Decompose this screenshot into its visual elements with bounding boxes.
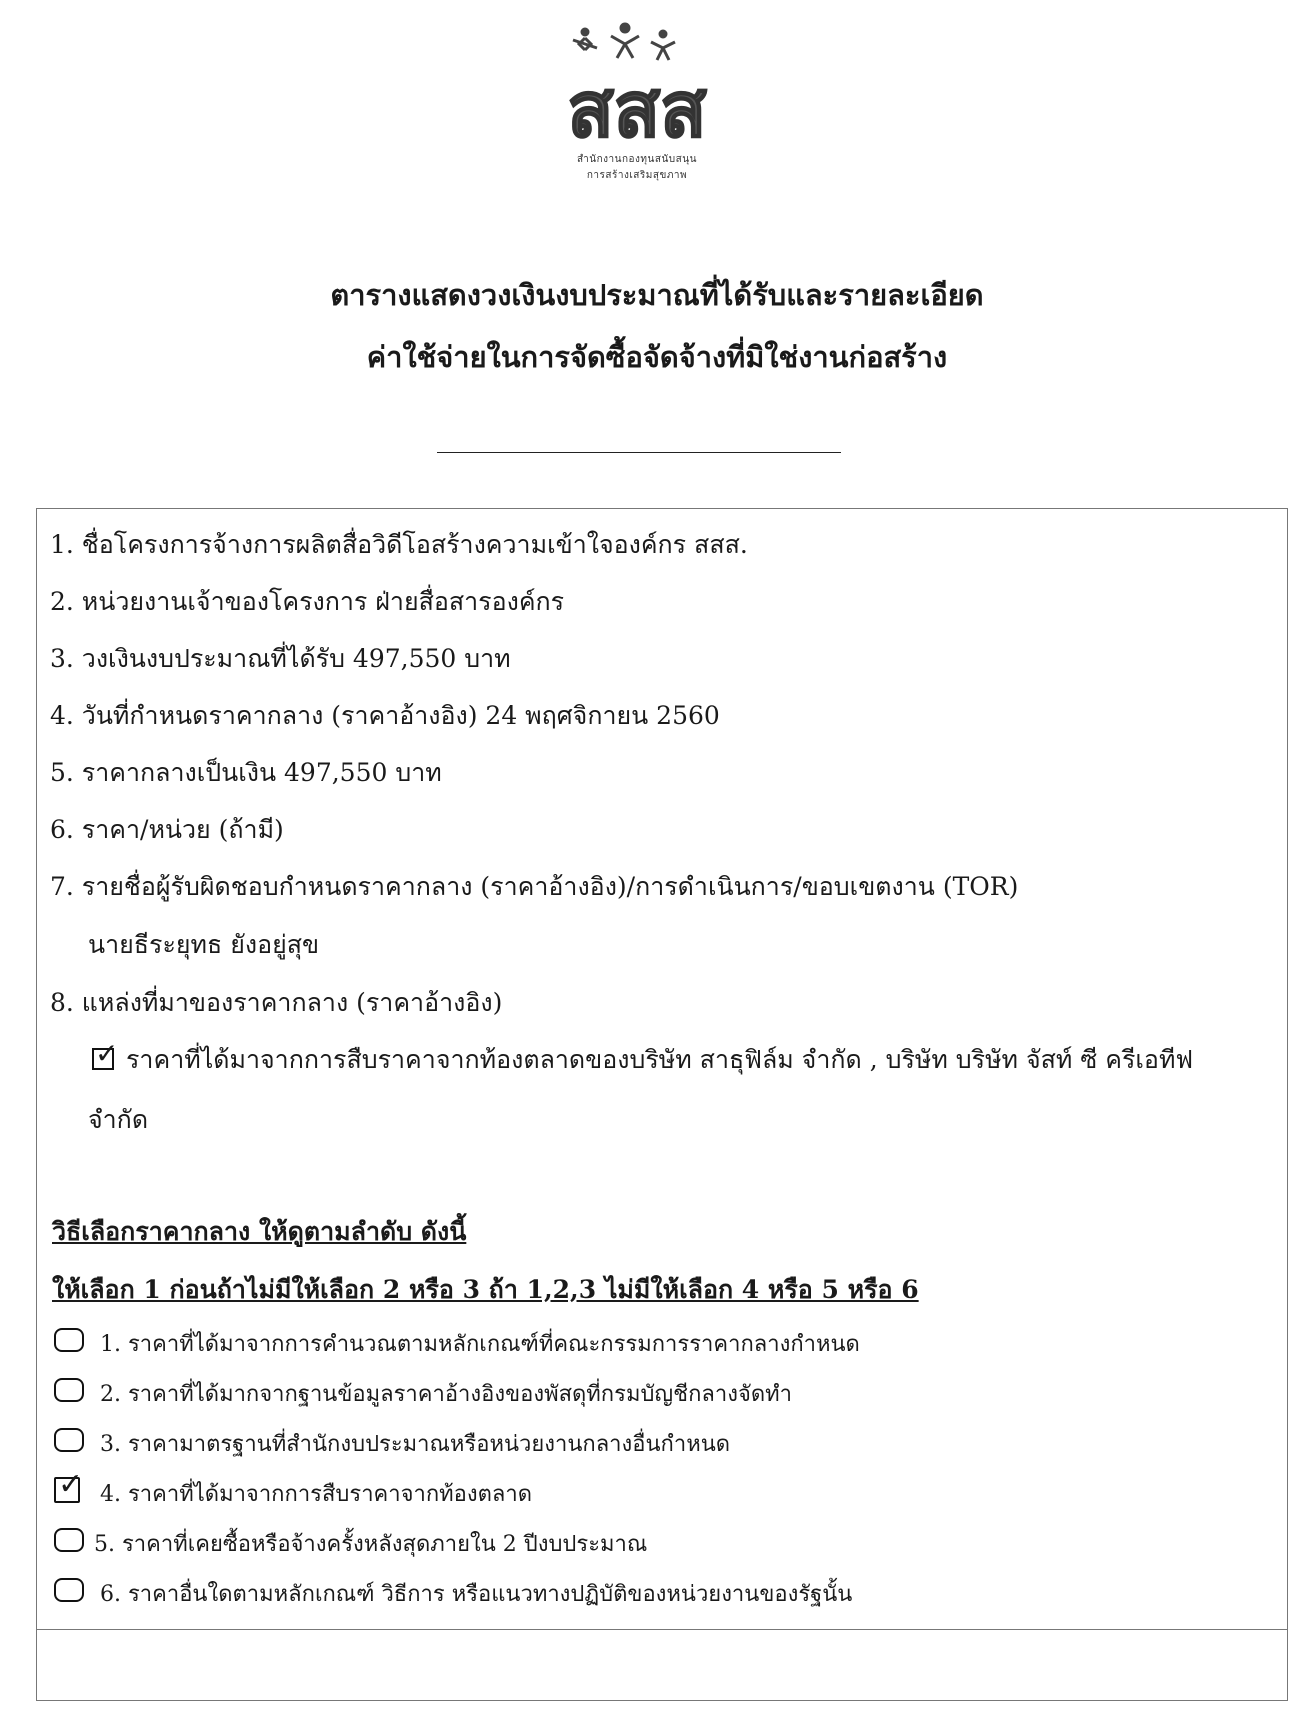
price-source-checkbox[interactable] [92,1037,119,1070]
option-label: 5. ราคาที่เคยซื้อหรือจ้างครั้งหลังสุดภายใน 2 ปีงบประมาณ [94,1532,648,1557]
option-checkbox[interactable] [54,1428,84,1452]
document-title-line1: ตารางแสดงวงเงินงบประมาณที่ได้รับและรายละเอียด [330,278,984,312]
item-owner-unit: 2. หน่วยงานเจ้าของโครงการ ฝ่ายสื่อสารองค์กร [50,587,565,616]
check-mark-icon: ✓ [95,1037,119,1070]
responsible-person: นายธีระยุทธ ยังอยู่สุข [88,930,320,959]
option-label: 6. ราคาอื่นใดตามหลักเกณฑ์ วิธีการ หรือแนวทางปฏิบัติของหน่วยงานของรัฐนั้น [100,1582,853,1607]
logo-caption-line1: สำนักงานกองทุนสนับสนุน [577,154,697,165]
option-checkbox[interactable] [54,1528,84,1552]
logo-caption-line2: การสร้างเสริมสุขภาพ [586,170,688,181]
item-unit-price: 6. ราคา/หน่วย (ถ้ามี) [50,815,284,844]
option-checkbox-checked[interactable] [54,1467,84,1503]
option-checkbox[interactable] [54,1328,84,1352]
organization-logo [537,18,737,193]
item-price-source: 8. แหล่งที่มาของราคากลาง (ราคาอ้างอิง) [50,988,503,1017]
document-title-line2: ค่าใช้จ่ายในการจัดซื้อจัดจ้างที่มิใช่งานก่อสร้าง [366,340,948,374]
svg-text:สสส: สสส [567,65,707,148]
option-checkbox[interactable] [54,1578,84,1602]
item-project-name: 1. ชื่อโครงการจ้างการผลิตสื่อวิดีโอสร้างความเข้าใจองค์กร สสส. [50,530,748,559]
method-heading: วิธีเลือกราคากลาง ให้ดูตามลำดับ ดังนี้ [52,1217,467,1246]
check-mark-icon: ✓ [58,1467,84,1502]
option-label: 4. ราคาที่ได้มาจากการสืบราคาจากท้องตลาด [100,1482,533,1507]
method-instruction: ให้เลือก 1 ก่อนถ้าไม่มีให้เลือก 2 หรือ 3 ถ้า 1,2,3 ไม่มีให้เลือก 4 หรือ 5 หรือ 6 [52,1275,919,1304]
option-label: 3. ราคามาตรฐานที่สำนักงบประมาณหรือหน่วยงานกลางอื่นกำหนด [100,1432,731,1457]
title-underline [437,452,841,453]
logo-graphic [537,18,737,148]
option-label: 2. ราคาที่ได้มากจากฐานข้อมูลราคาอ้างอิงของพัสดุที่กรมบัญชีกลางจัดทำ [100,1382,793,1407]
option-checkbox[interactable] [54,1378,84,1402]
frame-divider [36,1629,1288,1630]
item-budget: 3. วงเงินงบประมาณที่ได้รับ 497,550 บาท [50,644,511,673]
price-source-text-cont: จำกัด [88,1105,149,1134]
item-price-date: 4. วันที่กำหนดราคากลาง (ราคาอ้างอิง) 24 พฤศจิกายน 2560 [50,701,720,730]
price-source-option [92,1037,1194,1080]
item-median-price: 5. ราคากลางเป็นเงิน 497,550 บาท [50,758,442,787]
option-label: 1. ราคาที่ได้มาจากการคำนวณตามหลักเกณฑ์ที่คณะกรรมการราคากลางกำหนด [100,1332,860,1357]
price-source-text: ราคาที่ได้มาจากการสืบราคาจากท้องตลาดของบริษัท สาธุฟิล์ม จำกัด , บริษัท บริษัท จัสท์ ซี ครีเอทีฟ [126,1045,1194,1074]
item-responsible: 7. รายชื่อผู้รับผิดชอบกำหนดราคากลาง (ราคาอ้างอิง)/การดำเนินการ/ขอบเขตงาน (TOR) [50,872,1019,901]
details-frame [36,508,1288,1701]
